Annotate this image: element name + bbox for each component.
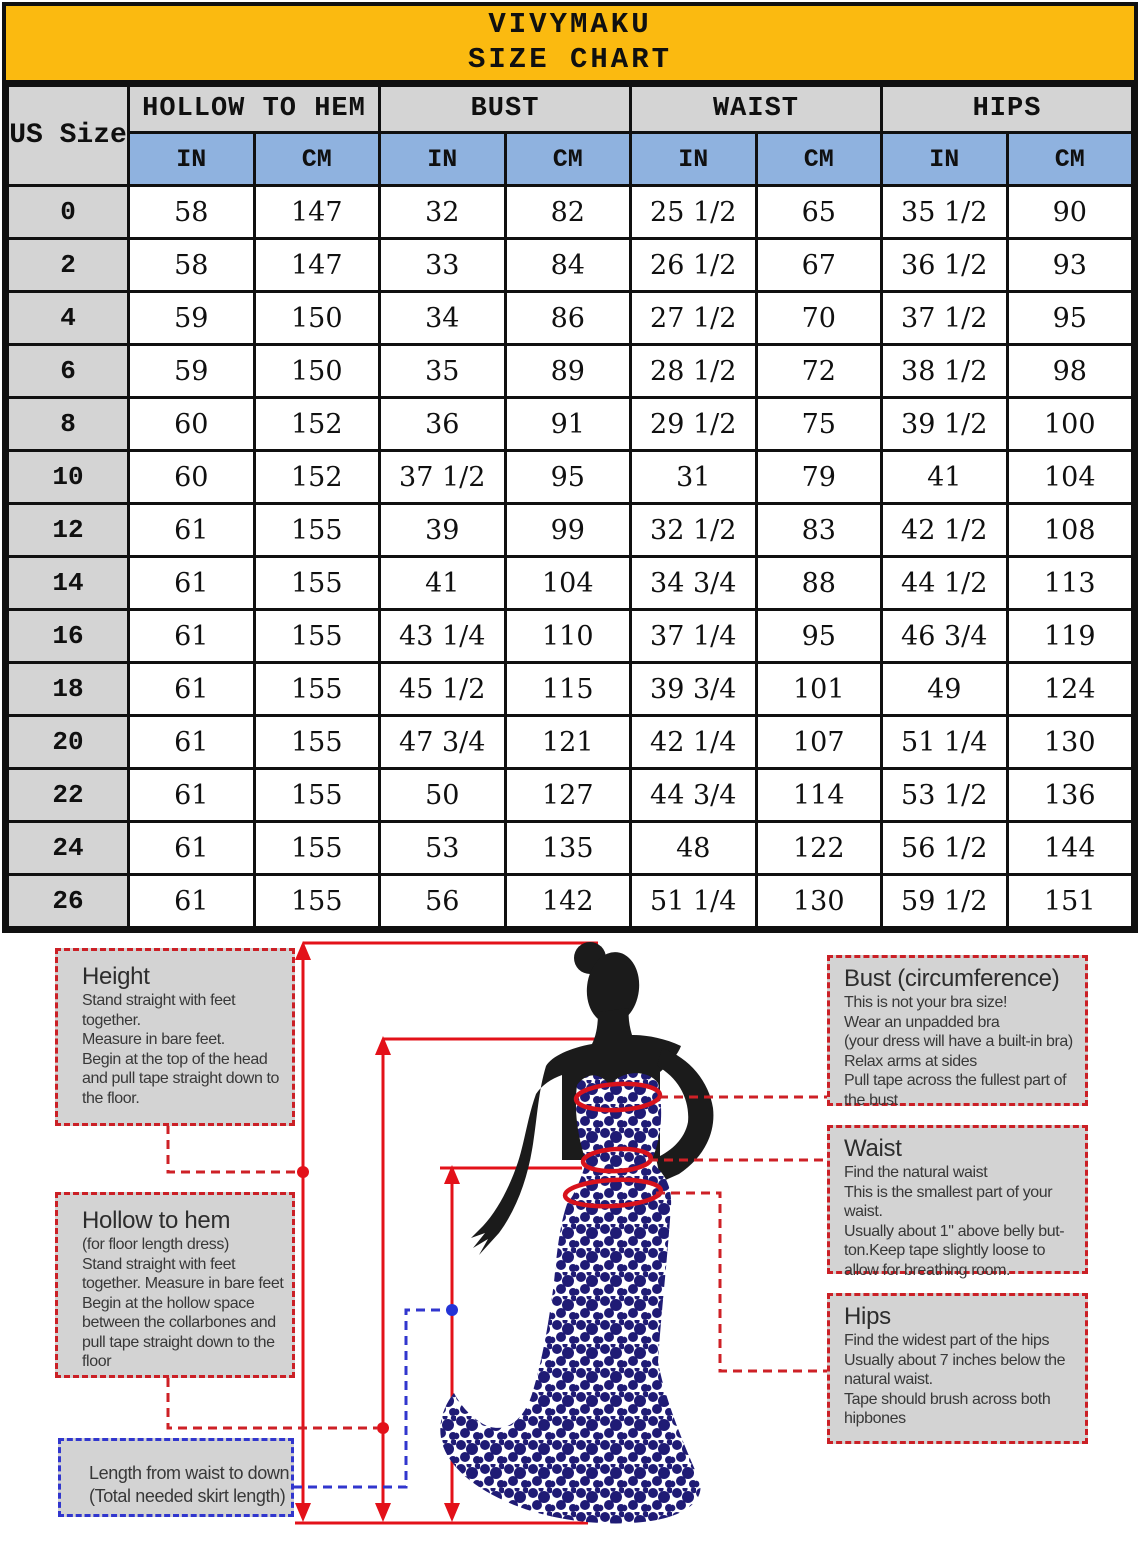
table-row — [8, 610, 1133, 663]
unit-header: CM — [756, 133, 882, 186]
measurement-cell: 151 — [1007, 875, 1133, 928]
guide-text-line: and pull tape straight down to — [82, 1070, 280, 1087]
measurement-cell: 45 1/2 — [380, 663, 506, 716]
guide-text-line: This is the smallest part of your — [844, 1183, 1053, 1201]
measurement-cell: 51 1/4 — [882, 716, 1008, 769]
measurement-cell: 155 — [254, 716, 380, 769]
connector-dots — [297, 1166, 458, 1434]
measurement-cell: 44 3/4 — [631, 769, 757, 822]
us-size-cell: 26 — [8, 875, 129, 928]
guide-text-line: This is not your bra size! — [844, 994, 1007, 1011]
table-row — [8, 716, 1133, 769]
measurement-cell: 136 — [1007, 769, 1133, 822]
table-row — [8, 239, 1133, 292]
measurement-cell: 34 — [380, 292, 506, 345]
measurement-cell: 56 — [380, 875, 506, 928]
measurement-cell: 33 — [380, 239, 506, 292]
measurement-cell: 61 — [129, 663, 255, 716]
table-row — [8, 875, 1133, 928]
measurement-cell: 46 3/4 — [882, 610, 1008, 663]
us-size-cell: 2 — [8, 239, 129, 292]
guide-text-line: Measure in bare feet. — [82, 1031, 225, 1048]
measurement-cell: 119 — [1007, 610, 1133, 663]
measurement-cell: 48 — [631, 822, 757, 875]
measurement-cell: 60 — [129, 451, 255, 504]
measurement-cell: 43 1/4 — [380, 610, 506, 663]
measurement-cell: 147 — [254, 239, 380, 292]
table-row — [8, 451, 1133, 504]
guide-text-line: Stand straight with feet — [82, 1255, 236, 1273]
measurement-cell: 36 1/2 — [882, 239, 1008, 292]
group-header-row — [8, 86, 1133, 133]
measurement-cell: 65 — [756, 186, 882, 239]
measurement-cell: 61 — [129, 557, 255, 610]
measurement-cell: 49 — [882, 663, 1008, 716]
guide-text-line: Find the natural waist — [844, 1164, 988, 1181]
measurement-cell: 53 1/2 — [882, 769, 1008, 822]
measurement-cell: 130 — [756, 875, 882, 928]
measurement-cell: 25 1/2 — [631, 186, 757, 239]
guide-text-line: Wear an unpadded bra — [844, 1013, 1000, 1031]
unit-header: IN — [631, 133, 757, 186]
measurement-cell: 122 — [756, 822, 882, 875]
blue-dashed-connector — [293, 1310, 446, 1487]
measurement-cell: 58 — [129, 239, 255, 292]
measurement-cell: 89 — [505, 345, 631, 398]
table-row — [8, 292, 1133, 345]
measurement-cell: 90 — [1007, 186, 1133, 239]
measurement-cell: 155 — [254, 663, 380, 716]
model-figure-illustration — [440, 942, 713, 1523]
measurement-cell: 82 — [505, 186, 631, 239]
measurement-cell: 79 — [756, 451, 882, 504]
measurement-cell: 28 1/2 — [631, 345, 757, 398]
guide-box-hollow-to-hem — [55, 1192, 295, 1378]
guide-text-line: together. — [82, 1011, 141, 1029]
measurement-cell: 142 — [505, 875, 631, 928]
column-group-hips: HIPS — [882, 86, 1133, 133]
unit-header: IN — [882, 133, 1008, 186]
column-group-bust: BUST — [380, 86, 631, 133]
guide-text-line: the bust — [844, 1091, 898, 1109]
measurement-cell: 155 — [254, 769, 380, 822]
measurement-cell: 67 — [756, 239, 882, 292]
measurement-cell: 39 — [380, 504, 506, 557]
us-size-cell: 18 — [8, 663, 129, 716]
measurement-cell: 108 — [1007, 504, 1133, 557]
measurement-cell: 98 — [1007, 345, 1133, 398]
table-row — [8, 663, 1133, 716]
guide-box-title: Waist — [844, 1135, 902, 1162]
measurement-cell: 101 — [756, 663, 882, 716]
unit-header-row — [8, 133, 1133, 186]
measurement-cell: 95 — [1007, 292, 1133, 345]
guide-box-title: Height — [82, 963, 150, 990]
measurement-cell: 37 1/4 — [631, 610, 757, 663]
us-size-cell: 16 — [8, 610, 129, 663]
measurement-cell: 152 — [254, 451, 380, 504]
measurement-cell: 60 — [129, 398, 255, 451]
measurement-cell: 127 — [505, 769, 631, 822]
measurement-cell: 61 — [129, 769, 255, 822]
chart-subtitle: SIZE CHART — [467, 43, 673, 76]
measurement-cell: 42 1/4 — [631, 716, 757, 769]
unit-header: CM — [254, 133, 380, 186]
guide-box-skirt-length — [58, 1438, 294, 1517]
measurement-cell: 110 — [505, 610, 631, 663]
measurement-cell: 26 1/2 — [631, 239, 757, 292]
guide-box-waist — [827, 1125, 1088, 1279]
measurement-cell: 36 — [380, 398, 506, 451]
guide-text-line: Relax arms at sides — [844, 1052, 977, 1070]
guide-text-line: Begin at the top of the head — [82, 1050, 268, 1068]
guide-text-line: (Total needed skirt length) — [89, 1486, 286, 1506]
measurement-cell: 155 — [254, 557, 380, 610]
us-size-cell: 6 — [8, 345, 129, 398]
table-row — [8, 557, 1133, 610]
guide-text-line: Tape should brush across both — [844, 1390, 1051, 1408]
guide-box-title: Hollow to hem — [82, 1207, 231, 1234]
us-size-cell: 4 — [8, 292, 129, 345]
measurement-cell: 114 — [756, 769, 882, 822]
table-row — [8, 769, 1133, 822]
measurement-cell: 44 1/2 — [882, 557, 1008, 610]
us-size-cell: 24 — [8, 822, 129, 875]
table-row — [8, 186, 1133, 239]
measurement-cell: 37 1/2 — [380, 451, 506, 504]
guide-text-line: hipbones — [844, 1410, 906, 1427]
guide-text-line: Length from waist to down — [89, 1463, 290, 1483]
measurement-cell: 51 1/4 — [631, 875, 757, 928]
measurement-cell: 150 — [254, 345, 380, 398]
measurement-cell: 59 1/2 — [882, 875, 1008, 928]
unit-header: IN — [380, 133, 506, 186]
measurement-cell: 38 1/2 — [882, 345, 1008, 398]
measurement-cell: 58 — [129, 186, 255, 239]
measurement-cell: 104 — [505, 557, 631, 610]
measurement-cell: 75 — [756, 398, 882, 451]
table-row — [8, 504, 1133, 557]
measurement-cell: 93 — [1007, 239, 1133, 292]
measurement-cell: 155 — [254, 875, 380, 928]
us-size-cell: 22 — [8, 769, 129, 822]
guide-text-line: allow for breathing room. — [844, 1261, 1011, 1279]
guide-text-line: floor — [82, 1353, 112, 1370]
measurement-cell: 95 — [505, 451, 631, 504]
measurement-cell: 135 — [505, 822, 631, 875]
guide-text-line: (your dress will have a built-in bra) — [844, 1033, 1073, 1050]
measurement-cell: 50 — [380, 769, 506, 822]
guide-text-line: Pull tape across the fullest part of — [844, 1072, 1067, 1089]
arrowheads — [295, 941, 460, 1522]
measurement-cell: 95 — [756, 610, 882, 663]
measurement-cell: 61 — [129, 504, 255, 557]
unit-header: CM — [505, 133, 631, 186]
size-table — [6, 84, 1134, 929]
us-size-header: US Size — [8, 86, 129, 186]
measurement-cell: 32 1/2 — [631, 504, 757, 557]
measurement-cell: 83 — [756, 504, 882, 557]
measurement-cell: 72 — [756, 345, 882, 398]
measurement-cell: 121 — [505, 716, 631, 769]
measurement-cell: 130 — [1007, 716, 1133, 769]
measurement-cell: 124 — [1007, 663, 1133, 716]
table-row — [8, 822, 1133, 875]
brand-title: VIVYMAKU — [488, 8, 652, 41]
measurement-cell: 31 — [631, 451, 757, 504]
us-size-cell: 20 — [8, 716, 129, 769]
column-group-waist: WAIST — [631, 86, 882, 133]
measurement-cell: 34 3/4 — [631, 557, 757, 610]
guide-text-line: waist. — [844, 1203, 883, 1220]
measurement-cell: 150 — [254, 292, 380, 345]
measurement-cell: 37 1/2 — [882, 292, 1008, 345]
measurement-cell: 27 1/2 — [631, 292, 757, 345]
guide-text-line: between the collarbones and — [82, 1314, 276, 1331]
measurement-cell: 113 — [1007, 557, 1133, 610]
measurement-cell: 84 — [505, 239, 631, 292]
measurement-cell: 35 1/2 — [882, 186, 1008, 239]
measurement-cell: 61 — [129, 610, 255, 663]
measurement-cell: 88 — [756, 557, 882, 610]
measurement-cell: 107 — [756, 716, 882, 769]
measurement-cell: 86 — [505, 292, 631, 345]
guide-box-hips — [827, 1293, 1088, 1444]
measurement-cell: 61 — [129, 822, 255, 875]
size-chart-frame — [2, 2, 1138, 933]
measurement-cell: 39 1/2 — [882, 398, 1008, 451]
table-row — [8, 345, 1133, 398]
us-size-cell: 12 — [8, 504, 129, 557]
brand-header — [6, 6, 1134, 84]
measurement-cell: 29 1/2 — [631, 398, 757, 451]
measurement-cell: 59 — [129, 292, 255, 345]
measurement-cell: 144 — [1007, 822, 1133, 875]
guide-text-line: Stand straight with feet — [82, 992, 236, 1009]
guide-text-line: together. Measure in bare feet — [82, 1275, 284, 1292]
guide-text-line: Usually about 7 inches below the — [844, 1351, 1066, 1369]
measurement-cell: 35 — [380, 345, 506, 398]
measurement-cell: 155 — [254, 610, 380, 663]
measurement-cell: 70 — [756, 292, 882, 345]
guide-box-height — [55, 948, 295, 1126]
guide-text-line: the floor. — [82, 1089, 140, 1107]
guide-text-line: pull tape straight down to the — [82, 1333, 275, 1351]
column-group-hollow-to-hem: HOLLOW TO HEM — [129, 86, 380, 133]
measurement-cell: 100 — [1007, 398, 1133, 451]
measurement-cell: 61 — [129, 716, 255, 769]
measurement-cell: 155 — [254, 504, 380, 557]
us-size-cell: 10 — [8, 451, 129, 504]
measurement-cell: 91 — [505, 398, 631, 451]
measurement-cell: 155 — [254, 822, 380, 875]
unit-header: CM — [1007, 133, 1133, 186]
us-size-cell: 0 — [8, 186, 129, 239]
measurement-cell: 99 — [505, 504, 631, 557]
us-size-cell: 8 — [8, 398, 129, 451]
measurement-cell: 41 — [380, 557, 506, 610]
measurement-cell: 32 — [380, 186, 506, 239]
measurement-cell: 59 — [129, 345, 255, 398]
measurement-cell: 47 3/4 — [380, 716, 506, 769]
guide-text-line: Find the widest part of the hips — [844, 1332, 1050, 1349]
guide-text-line: natural waist. — [844, 1371, 933, 1388]
measurement-cell: 39 3/4 — [631, 663, 757, 716]
measurement-cell: 41 — [882, 451, 1008, 504]
unit-header: IN — [129, 133, 255, 186]
measurement-guide — [0, 935, 1140, 1548]
measurement-cell: 147 — [254, 186, 380, 239]
guide-text-line: (for floor length dress) — [82, 1236, 229, 1253]
measurement-cell: 61 — [129, 875, 255, 928]
measurement-cell: 56 1/2 — [882, 822, 1008, 875]
measurement-cell: 53 — [380, 822, 506, 875]
us-size-cell: 14 — [8, 557, 129, 610]
guide-box-title: Hips — [844, 1303, 891, 1330]
guide-text-line: Usually about 1" above belly but- — [844, 1222, 1065, 1240]
guide-box-title: Bust (circumference) — [844, 965, 1060, 992]
guide-text-line: Begin at the hollow space — [82, 1294, 255, 1312]
measurement-cell: 115 — [505, 663, 631, 716]
guide-text-line: ton.Keep tape slightly loose to — [844, 1242, 1046, 1259]
measurement-cell: 152 — [254, 398, 380, 451]
measurement-cell: 42 1/2 — [882, 504, 1008, 557]
measurement-cell: 104 — [1007, 451, 1133, 504]
guide-box-bust — [827, 955, 1088, 1109]
table-row — [8, 398, 1133, 451]
akimbo-arm — [656, 1048, 713, 1182]
